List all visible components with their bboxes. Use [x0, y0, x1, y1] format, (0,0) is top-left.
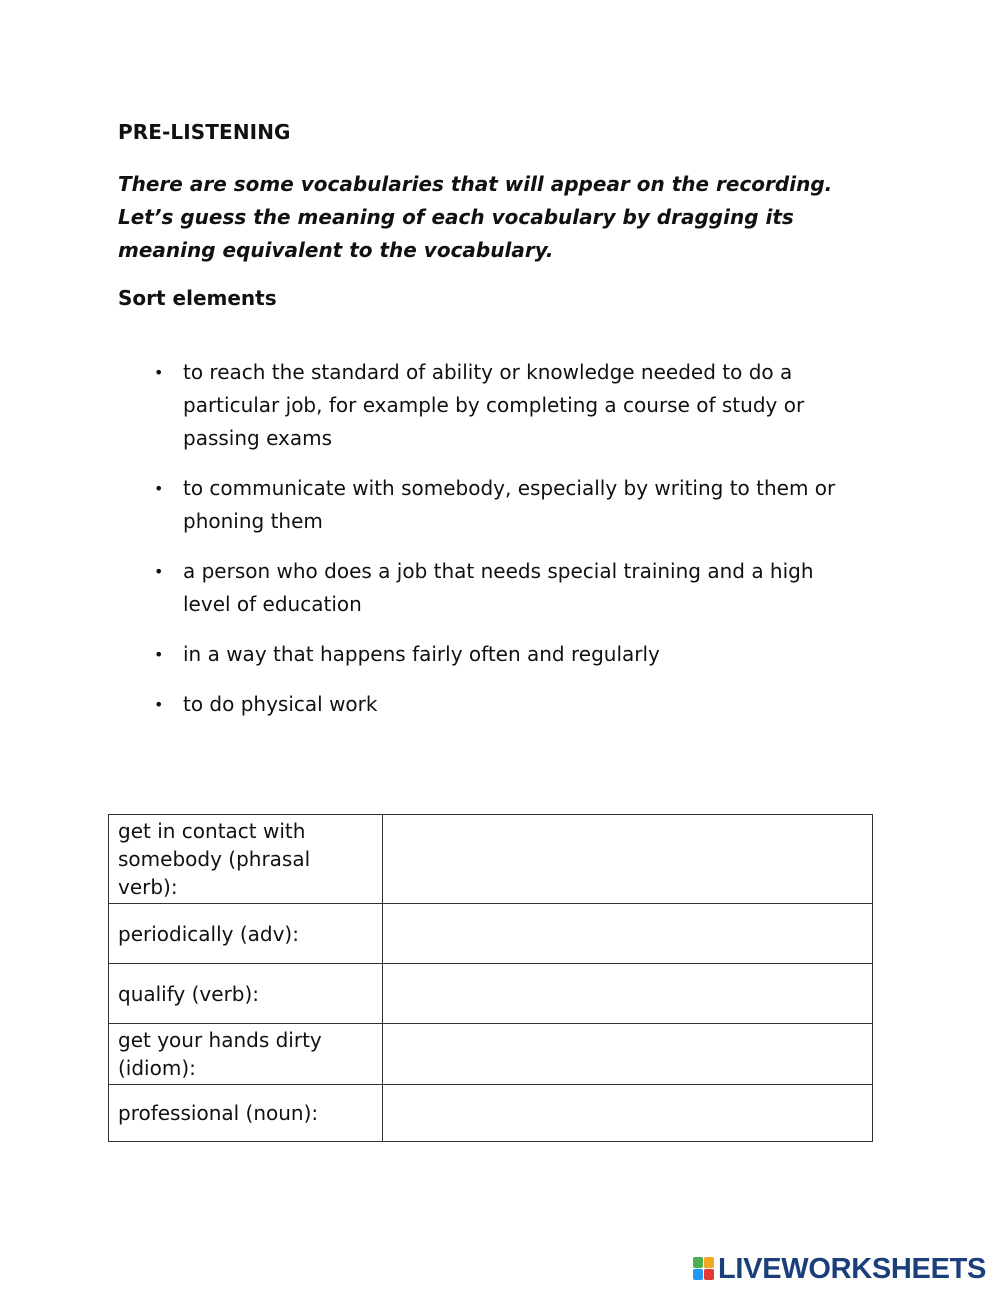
logo-square: [704, 1257, 714, 1268]
answer-drop-zone[interactable]: [383, 1024, 873, 1085]
sort-elements-label: Sort elements: [118, 286, 277, 310]
bullet-icon: •: [154, 363, 164, 382]
section-heading: PRE-LISTENING: [118, 120, 291, 144]
vocabulary-term: periodically (adv):: [109, 904, 383, 964]
table-row: [109, 1085, 873, 1142]
vocabulary-term: professional (noun):: [109, 1085, 383, 1142]
instructions-text: There are some vocabularies that will appear on the recording. Let’s guess the meaning of each vocabulary by dragging its meaning equivalent to the vocabulary.: [118, 172, 833, 262]
liveworksheets-logo-icon: [693, 1257, 715, 1281]
table-row: [109, 1024, 873, 1085]
meaning-text: in a way that happens fairly often and regularly: [183, 642, 660, 666]
meaning-text: to communicate with somebody, especially by writing to them or phoning them: [183, 476, 836, 533]
table-row: [109, 964, 873, 1024]
logo-text: LIVEWORKSHEETS: [718, 1253, 987, 1285]
draggable-meaning[interactable]: [150, 638, 850, 671]
table-row: [109, 815, 873, 904]
answer-drop-zone[interactable]: [383, 1085, 873, 1142]
vocabulary-term: get your hands dirty (idiom):: [109, 1024, 383, 1085]
bullet-icon: •: [154, 562, 164, 581]
draggable-meaning[interactable]: [150, 472, 850, 538]
meaning-text: a person who does a job that needs special training and a high level of education: [183, 559, 814, 616]
bullet-icon: •: [154, 479, 164, 498]
liveworksheets-logo: [693, 1254, 986, 1284]
answer-drop-zone[interactable]: [383, 815, 873, 904]
logo-square: [693, 1269, 703, 1280]
draggable-meaning[interactable]: [150, 688, 850, 721]
meaning-text: to reach the standard of ability or knowledge needed to do a particular job, for example by completing a course of study or passing exams: [183, 360, 805, 450]
logo-square: [693, 1257, 703, 1268]
meaning-text: to do physical work: [183, 692, 378, 716]
draggable-meaning[interactable]: [150, 356, 850, 455]
bullet-icon: •: [154, 645, 164, 664]
bullet-icon: •: [154, 695, 164, 714]
vocabulary-term: get in contact with somebody (phrasal verb):: [109, 815, 383, 904]
draggable-meaning[interactable]: [150, 555, 850, 621]
answer-drop-zone[interactable]: [383, 964, 873, 1024]
answer-drop-zone[interactable]: [383, 904, 873, 964]
table-row: [109, 904, 873, 964]
vocabulary-table: [108, 814, 873, 1142]
vocabulary-term: qualify (verb):: [109, 964, 383, 1024]
meanings-list: [150, 356, 850, 738]
logo-square: [704, 1269, 714, 1280]
